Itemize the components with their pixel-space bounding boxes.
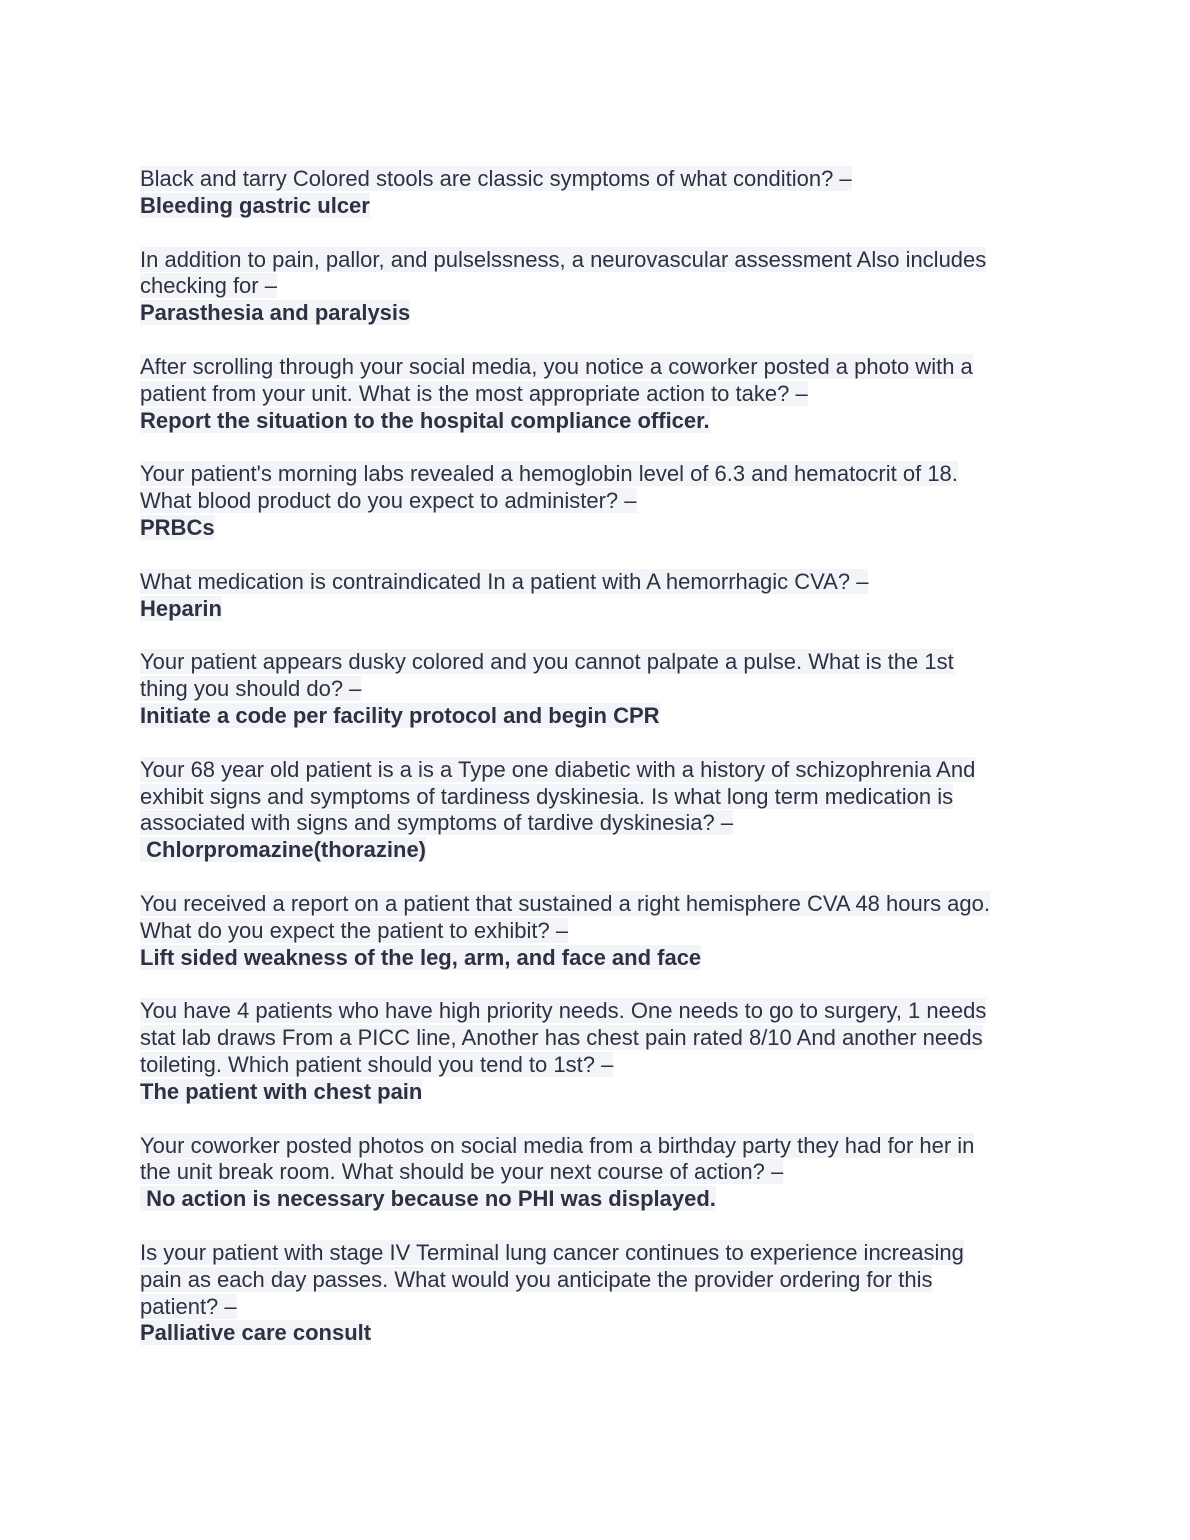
qa-item-7 [140, 757, 1060, 864]
question-line: What blood product do you expect to administer? – [140, 488, 637, 514]
question-line: Your patient appears dusky colored and you cannot palpate a pulse. What is the 1st [140, 649, 954, 675]
question-line: What medication is contraindicated In a patient with A hemorrhagic CVA? – [140, 568, 869, 594]
question-line: You received a report on a patient that sustained a right hemisphere CVA 48 hours ago. [140, 890, 990, 916]
question-line: You have 4 patients who have high priority needs. One needs to go to surgery, 1 needs [140, 998, 987, 1024]
question-line: Your patient's morning labs revealed a hemoglobin level of 6.3 and hematocrit of 18. [140, 461, 958, 487]
question-line: Black and tarry Colored stools are classic symptoms of what condition? – [140, 166, 852, 191]
question-line: Is your patient with stage IV Terminal lung cancer continues to experience increasing [140, 1239, 964, 1265]
answer: Parasthesia and paralysis [140, 300, 411, 326]
question-line: patient from your unit. What is the most appropriate action to take? – [140, 380, 808, 406]
qa-item-1 [140, 166, 1060, 220]
qa-item-5 [140, 569, 1060, 623]
answer: Report the situation to the hospital compliance officer. [140, 407, 710, 433]
answer: Bleeding gastric ulcer [140, 192, 370, 218]
qa-item-10 [140, 1133, 1060, 1213]
question-line: What do you expect the patient to exhibit? – [140, 917, 569, 943]
qa-item-9 [140, 998, 1060, 1105]
answer: Chlorpromazine(thorazine) [140, 837, 427, 863]
answer: Palliative care consult [140, 1320, 372, 1346]
question-line: the unit break room. What should be your next course of action? – [140, 1159, 784, 1185]
question-line: exhibit signs and symptoms of tardiness dyskinesia. Is what long term medication is [140, 783, 954, 809]
qa-item-8 [140, 891, 1060, 971]
answer: PRBCs [140, 514, 215, 540]
question-line: checking for – [140, 273, 277, 299]
question-line: In addition to pain, pallor, and pulselssness, a neurovascular assessment Also includes [140, 246, 987, 272]
question-line: associated with signs and symptoms of tardive dyskinesia? – [140, 810, 734, 836]
answer: Lift sided weakness of the leg, arm, and face and face [140, 944, 702, 970]
question-line: thing you should do? – [140, 676, 362, 702]
answer: Heparin [140, 595, 222, 621]
answer: Initiate a code per facility protocol and begin CPR [140, 702, 660, 728]
question-line: Your 68 year old patient is a is a Type one diabetic with a history of schizophrenia And [140, 756, 976, 782]
question-line: Your coworker posted photos on social media from a birthday party they had for her in [140, 1132, 975, 1158]
qa-item-3 [140, 354, 1060, 434]
qa-item-4 [140, 461, 1060, 541]
question-line: patient? – [140, 1293, 237, 1319]
question-line: toileting. Which patient should you tend to 1st? – [140, 1051, 614, 1077]
answer: No action is necessary because no PHI was displayed. [140, 1186, 716, 1212]
qa-item-2 [140, 247, 1060, 327]
qa-item-11 [140, 1240, 1060, 1347]
question-line: pain as each day passes. What would you anticipate the provider ordering for this [140, 1266, 933, 1292]
document-page [140, 166, 1060, 1374]
question-line: stat lab draws From a PICC line, Another has chest pain rated 8/10 And another needs [140, 1025, 983, 1051]
qa-item-6 [140, 649, 1060, 729]
answer: The patient with chest pain [140, 1078, 423, 1104]
question-line: After scrolling through your social media, you notice a coworker posted a photo with a [140, 353, 973, 379]
